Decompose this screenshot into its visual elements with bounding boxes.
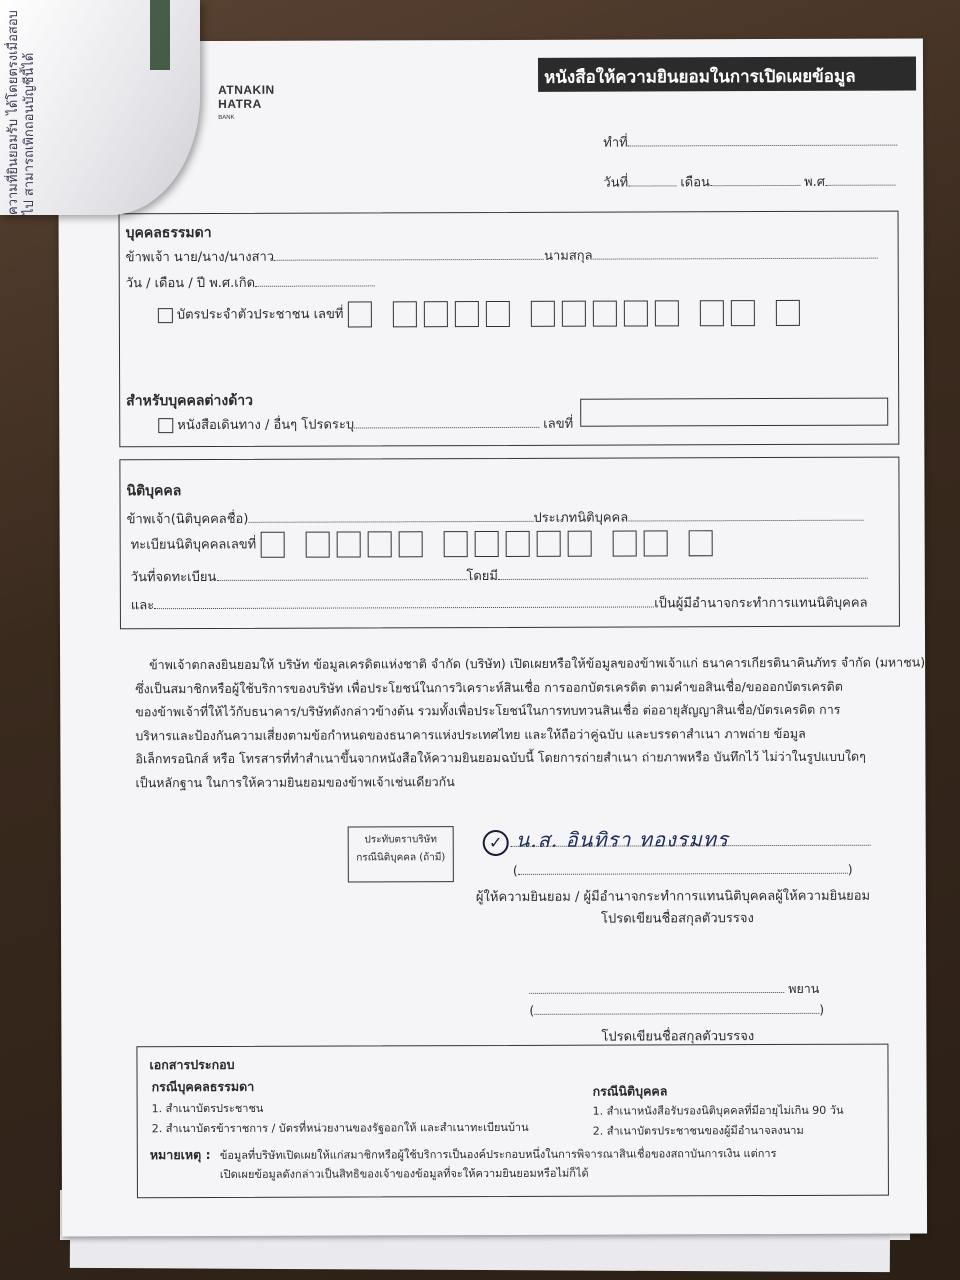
year-field[interactable] bbox=[825, 173, 895, 186]
witness-label: พยาน bbox=[788, 980, 820, 996]
written-at-row bbox=[603, 131, 898, 153]
juristic-section bbox=[119, 457, 900, 630]
passport-number-field[interactable] bbox=[580, 398, 888, 427]
consent-line: ของข้าพเจ้าที่ให้ไว้กับธนาคาร/บริษัทดังกล่าวข้างต้น รวมทั้งเพื่อประโยชน์ในการทบทวนสินเชื่อ ต่ออายุสัญญาสินเชื่อ/บัตรเครดิต การ bbox=[135, 701, 841, 720]
id-digit-box[interactable] bbox=[776, 300, 800, 326]
id-card-label: บัตรประจำตัวประชาชน เลขที่ bbox=[176, 307, 344, 323]
witness-signature-field[interactable] bbox=[529, 980, 784, 994]
witness-name-parens: ( ) bbox=[529, 1001, 825, 1018]
juristic-name-field[interactable] bbox=[248, 509, 533, 523]
signer-name-parens: ( ) bbox=[512, 861, 853, 878]
reg-digit-box[interactable] bbox=[475, 531, 499, 557]
consent-line: บริหารและป้องกันความเสี่ยงตามข้อกำหนดของธนาคารแห่งประเทศไทย และให้ถือว่าคู่ฉบับ และบรรดาสำเนา ภาพถ่าย ข้อมูล bbox=[135, 725, 806, 743]
id-digit-box[interactable] bbox=[531, 301, 555, 327]
reg-date-label: วันที่จดทะเบียน bbox=[130, 569, 217, 586]
name-row bbox=[126, 244, 878, 268]
juristic-name-label: ข้าพเจ้า(นิติบุคคลชื่อ) bbox=[126, 511, 249, 528]
reg-digit-box[interactable] bbox=[644, 530, 668, 556]
id-digit-box[interactable] bbox=[700, 300, 724, 326]
individual-section bbox=[119, 211, 900, 448]
curled-sheet-text: ความที่ยินยอมรับ ได้โดยตรงเมื่อสอบไป สามารถเพิกถอนบัญชีนี้ได้ bbox=[6, 10, 37, 215]
reg-date-row bbox=[131, 564, 868, 588]
and-row bbox=[131, 592, 868, 616]
id-digit-box[interactable] bbox=[486, 301, 510, 327]
reg-no-label: ทะเบียนนิติบุคคลเลขที่ bbox=[130, 537, 257, 553]
surname-label: นามสกุล bbox=[544, 248, 593, 264]
consent-line: อิเล็กทรอนิกส์ หรือ โทรสารที่ทำสำเนาขึ้นจากหนังสือให้ความยินยอมฉบับนี้ โดยการถ่ายสำเนา ถ่ายภาพหรือ บันทึกไว้ ไม่ว่าในรูปแบบใดๆ bbox=[135, 748, 866, 767]
individual-doc-item: 2. สำเนาบัตรข้าราชการ / บัตรที่หน่วยงานของรัฐออกให้ และสำเนาทะเบียนบ้าน bbox=[151, 1120, 529, 1136]
curled-sheet-logo-strip bbox=[150, 0, 170, 70]
stamp-line2: กรณีนิติบุคคล (ถ้ามี) bbox=[356, 852, 446, 864]
written-at-field[interactable] bbox=[628, 133, 898, 147]
reg-digit-box[interactable] bbox=[506, 531, 530, 557]
passport-label: หนังสือเดินทาง / อื่นๆ โปรดระบุ bbox=[177, 417, 355, 434]
juristic-type-field[interactable] bbox=[628, 508, 863, 522]
note-line2: เปิดเผยข้อมูลดังกล่าวเป็นสิทธิของเจ้าของข้อมูลที่จะให้ความยินยอมหรือไม่ก็ได้ bbox=[219, 1166, 589, 1181]
year-label: พ.ศ bbox=[804, 174, 826, 190]
passport-number-label: เลขที่ bbox=[543, 416, 574, 432]
id-card-row bbox=[158, 300, 807, 328]
month-label: เดือน bbox=[680, 175, 710, 191]
id-digit-box[interactable] bbox=[348, 301, 372, 327]
logo-line1: ATNAKIN bbox=[218, 82, 275, 97]
day-field[interactable] bbox=[628, 173, 676, 186]
juristic-type-label: ประเภทนิติบุคคล bbox=[533, 510, 629, 526]
id-digit-box[interactable] bbox=[455, 301, 479, 327]
logo-line3: BANK bbox=[218, 114, 235, 121]
reg-digit-box[interactable] bbox=[689, 530, 713, 556]
witness-name-field[interactable] bbox=[534, 1001, 819, 1015]
id-digit-box[interactable] bbox=[624, 300, 648, 326]
reg-digit-box[interactable] bbox=[305, 532, 329, 558]
id-digit-box[interactable] bbox=[593, 301, 617, 327]
foreigner-title: สำหรับบุคคลต่างด้าว bbox=[126, 392, 254, 410]
print-name-note: โปรดเขียนชื่อสกุลตัวบรรจง bbox=[600, 911, 754, 927]
id-digit-box[interactable] bbox=[655, 300, 679, 326]
dob-field[interactable] bbox=[255, 273, 375, 286]
reg-no-row bbox=[131, 530, 720, 558]
individual-title: บุคคลธรรมดา bbox=[125, 224, 212, 242]
reg-digit-box[interactable] bbox=[367, 531, 391, 557]
reg-digit-box[interactable] bbox=[398, 531, 422, 557]
authorized-label: เป็นผู้มีอำนาจกระทำการแทนนิติบุคคล bbox=[654, 595, 868, 612]
written-at-label: ทำที่ bbox=[603, 135, 628, 151]
by-field[interactable] bbox=[498, 566, 868, 580]
reg-digit-box[interactable] bbox=[336, 531, 360, 557]
documents-title: เอกสารประกอบ bbox=[149, 1056, 235, 1073]
month-field[interactable] bbox=[710, 173, 800, 186]
dob-row bbox=[126, 271, 375, 293]
reg-digit-box[interactable] bbox=[444, 531, 468, 557]
id-card-checkbox[interactable] bbox=[158, 308, 173, 323]
reg-digit-box[interactable] bbox=[260, 532, 284, 558]
reg-date-field[interactable] bbox=[216, 567, 466, 581]
company-stamp-box[interactable] bbox=[348, 826, 454, 882]
juristic-doc-item: 1. สำเนาหนังสือรับรองนิติบุคคลที่มีอายุไม่เกิน 90 วัน bbox=[592, 1103, 844, 1118]
dob-label: วัน / เดือน / ปี พ.ศ.เกิด bbox=[125, 275, 256, 292]
logo-line2: HATRA bbox=[218, 96, 262, 111]
consent-line: ข้าพเจ้าตกลงยินยอมให้ บริษัท ข้อมูลเครดิตแห่งชาติ จำกัด (บริษัท) เปิดเผยหรือให้ข้อมูลของข้าพเจ้าแก่ ธนาคารเกียรตินาคินภัทร จำกัด (มหาชน) bbox=[149, 654, 926, 673]
passport-row bbox=[158, 413, 573, 435]
date-label: วันที่ bbox=[603, 175, 629, 191]
and-label: และ bbox=[130, 598, 155, 614]
name-label: ข้าพเจ้า นาย/นาง/นางสาว bbox=[125, 249, 275, 266]
date-row bbox=[603, 171, 895, 193]
reg-digit-box[interactable] bbox=[537, 531, 561, 557]
bank-logo bbox=[218, 83, 298, 125]
witness-print-note: โปรดเขียนชื่อสกุลตัวบรรจง bbox=[601, 1029, 755, 1045]
documents-section bbox=[136, 1044, 889, 1199]
signer-name-field[interactable] bbox=[518, 861, 848, 875]
note-label: หมายเหตุ : bbox=[149, 1146, 211, 1163]
individual-docs-title: กรณีบุคคลธรรมดา bbox=[151, 1078, 255, 1095]
individual-doc-item: 1. สำเนาบัตรประชาชน bbox=[151, 1101, 264, 1116]
juristic-name-row bbox=[127, 506, 864, 530]
reg-digit-box[interactable] bbox=[568, 531, 592, 557]
consent-line: เป็นหลักฐาน ในการให้ความยินยอมของข้าพเจ้าเช่นเดียวกัน bbox=[135, 773, 455, 790]
witness-row bbox=[529, 979, 819, 1000]
form-title: หนังสือให้ความยินยอมในการเปิดเผยข้อมูล bbox=[544, 66, 856, 88]
check-mark-icon: ✓ bbox=[483, 830, 509, 856]
juristic-doc-item: 2. สำเนาบัตรประชาชนของผู้มีอำนาจลงนาม bbox=[592, 1123, 804, 1138]
passport-checkbox[interactable] bbox=[158, 418, 173, 433]
passport-type-field[interactable] bbox=[354, 415, 539, 429]
signer-role: ผู้ให้ความยินยอม / ผู้มีอำนาจกระทำการแทนนิติบุคคลผู้ให้ความยินยอม bbox=[475, 888, 871, 906]
id-digit-box[interactable] bbox=[393, 301, 417, 327]
and-field[interactable] bbox=[154, 594, 654, 609]
juristic-title: นิติบุคคล bbox=[126, 483, 182, 500]
id-digit-box[interactable] bbox=[562, 301, 586, 327]
stamp-line1: ประทับตราบริษัท bbox=[364, 834, 437, 846]
id-digit-box[interactable] bbox=[424, 301, 448, 327]
title-bar bbox=[538, 57, 916, 92]
name-field[interactable] bbox=[274, 247, 544, 261]
consent-form-page bbox=[58, 38, 927, 1236]
id-digit-box[interactable] bbox=[731, 300, 755, 326]
reg-digit-box[interactable] bbox=[613, 530, 637, 556]
surname-field[interactable] bbox=[593, 246, 878, 260]
by-label: โดยมี bbox=[466, 568, 499, 585]
consent-line: ซึ่งเป็นสมาชิกหรือผู้ใช้บริการของบริษัท เพื่อประโยชน์ในการวิเคราะห์สินเชื่อ การออกบัตรเครดิต ตามคำขอสินเชื่อ/ขอออกบัตรเครดิต bbox=[135, 678, 843, 696]
curled-sheet-corner bbox=[0, 0, 200, 215]
handwritten-signature: น.ส. อินทิรา ทองรมทร bbox=[515, 827, 729, 852]
note-line1: ข้อมูลที่บริษัทเปิดเผยให้แก่สมาชิกหรือผู้ใช้บริการเป็นองค์ประกอบหนึ่งในการพิจารณาสินเชื่อของสถาบันการเงิน แต่การ bbox=[219, 1147, 777, 1162]
juristic-docs-title: กรณีนิติบุคคล bbox=[592, 1083, 668, 1099]
consent-paragraph bbox=[135, 651, 926, 795]
